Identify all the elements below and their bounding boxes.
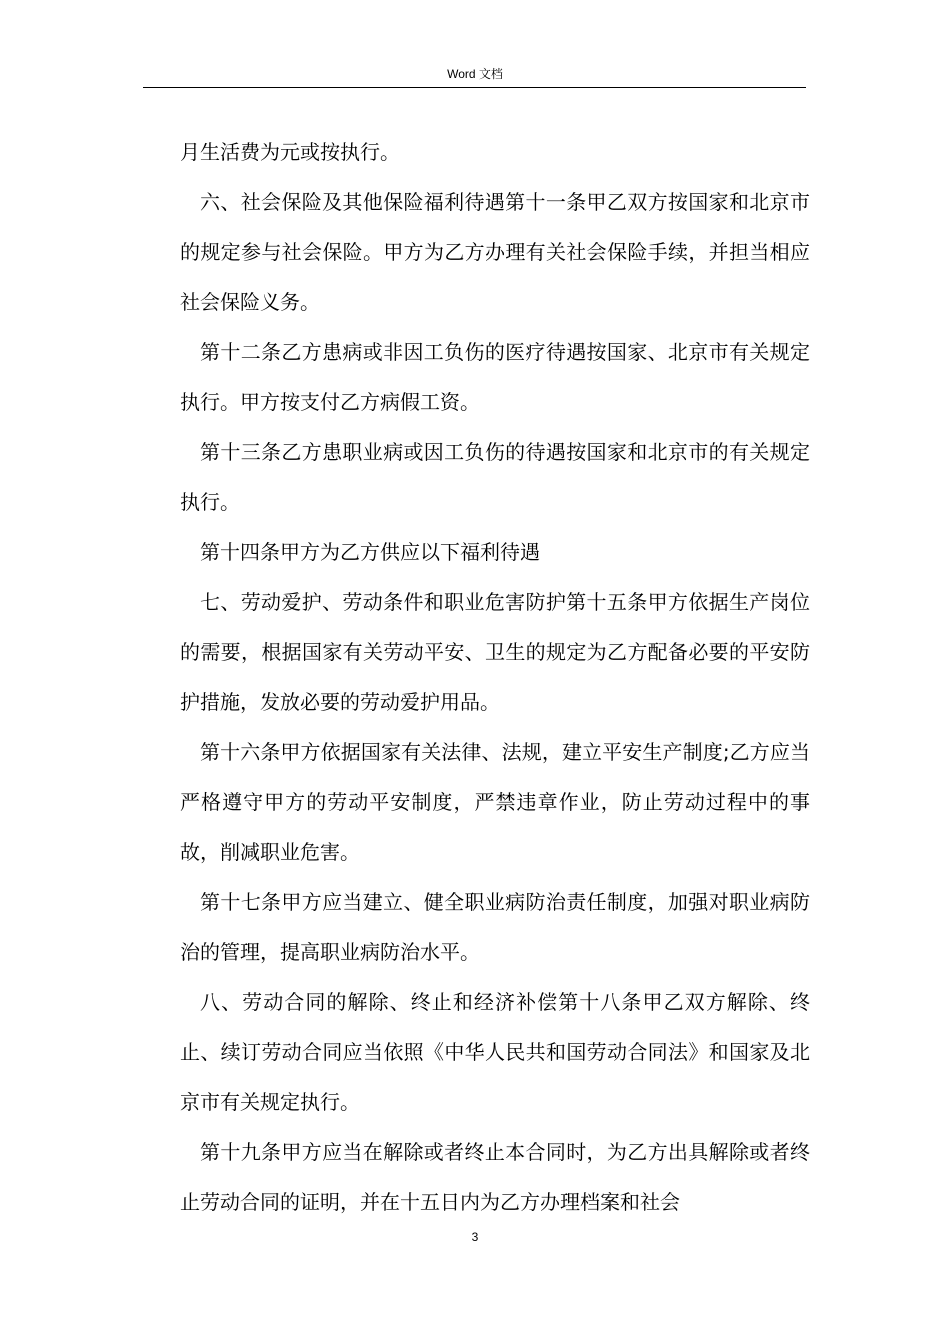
paragraph-1: 月生活费为元或按执行。 bbox=[180, 140, 400, 164]
document-header-label: Word 文档 bbox=[447, 67, 503, 81]
page-number: 3 bbox=[471, 1230, 479, 1244]
paragraph-9: 八、劳动合同的解除、终止和经济补偿第十八条甲乙双方解除、终止、续订劳动合同应当依照《中华人民共和国劳动合同法》和国家及北京市有关规定执行。 bbox=[180, 990, 810, 1114]
paragraph-5: 第十四条甲方为乙方供应以下福利待遇 bbox=[200, 540, 540, 564]
paragraph-3: 第十二条乙方患病或非因工负伤的医疗待遇按国家、北京市有关规定执行。甲方按支付乙方病假工资。 bbox=[180, 340, 810, 414]
paragraph-10: 第十九条甲方应当在解除或者终止本合同时，为乙方出具解除或者终止劳动合同的证明，并在十五日内为乙方办理档案和社会 bbox=[180, 1140, 810, 1214]
paragraph-8: 第十七条甲方应当建立、健全职业病防治责任制度，加强对职业病防治的管理，提高职业病防治水平。 bbox=[180, 890, 810, 964]
paragraph-4: 第十三条乙方患职业病或因工负伤的待遇按国家和北京市的有关规定执行。 bbox=[180, 440, 810, 514]
paragraph-6: 七、劳动爱护、劳动条件和职业危害防护第十五条甲方依据生产岗位的需要，根据国家有关劳动平安、卫生的规定为乙方配备必要的平安防护措施，发放必要的劳动爱护用品。 bbox=[180, 590, 810, 714]
header-divider bbox=[143, 87, 806, 88]
paragraph-7: 第十六条甲方依据国家有关法律、法规，建立平安生产制度;乙方应当严格遵守甲方的劳动平安制度，严禁违章作业，防止劳动过程中的事故，削减职业危害。 bbox=[180, 740, 810, 864]
paragraph-2: 六、社会保险及其他保险福利待遇第十一条甲乙双方按国家和北京市的规定参与社会保险。甲方为乙方办理有关社会保险手续，并担当相应社会保险义务。 bbox=[180, 190, 810, 314]
document-body bbox=[180, 127, 810, 1227]
